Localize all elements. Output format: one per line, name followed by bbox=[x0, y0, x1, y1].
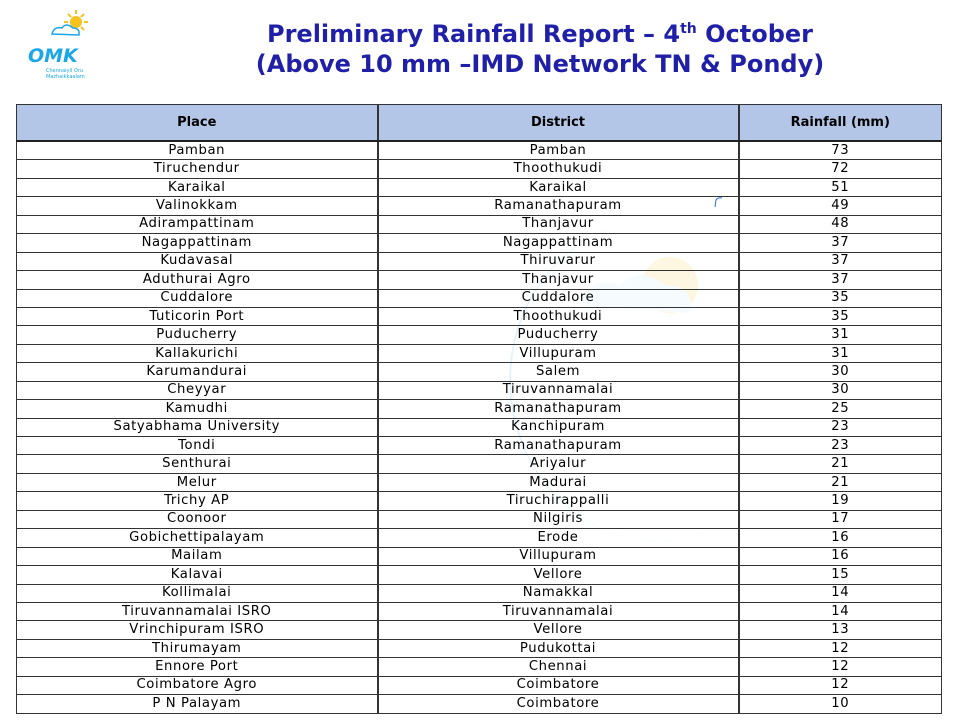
table-row bbox=[17, 178, 942, 196]
place-cell: Karaikal bbox=[17, 178, 378, 196]
header-rainfall: Rainfall (mm) bbox=[739, 105, 942, 142]
district-cell: Thiruvarur bbox=[378, 252, 739, 270]
place-cell: Puducherry bbox=[17, 326, 378, 344]
place-cell: Trichy AP bbox=[17, 492, 378, 510]
place-cell: Thirumayam bbox=[17, 639, 378, 657]
table-row bbox=[17, 695, 942, 713]
place-cell: Pamban bbox=[17, 141, 378, 160]
table-row bbox=[17, 529, 942, 547]
place-cell: Senthurai bbox=[17, 455, 378, 473]
rainfall-cell: 12 bbox=[739, 639, 942, 657]
district-cell: Ramanathapuram bbox=[378, 197, 739, 215]
table-row bbox=[17, 271, 942, 289]
table-row bbox=[17, 344, 942, 362]
logo-subtitle: Chennaiyil Oru bbox=[46, 68, 84, 74]
rainfall-cell: 35 bbox=[739, 307, 942, 325]
place-cell: Melur bbox=[17, 473, 378, 491]
rainfall-cell: 19 bbox=[739, 492, 942, 510]
rainfall-cell: 12 bbox=[739, 676, 942, 694]
place-cell: Vrinchipuram ISRO bbox=[17, 621, 378, 639]
table-row bbox=[17, 584, 942, 602]
place-cell: P N Palayam bbox=[17, 695, 378, 713]
table-row bbox=[17, 658, 942, 676]
district-cell: Nilgiris bbox=[378, 510, 739, 528]
rainfall-cell: 21 bbox=[739, 455, 942, 473]
place-cell: Tiruvannamalai ISRO bbox=[17, 602, 378, 620]
table-row bbox=[17, 141, 942, 160]
place-cell: Kollimalai bbox=[17, 584, 378, 602]
rainfall-cell: 30 bbox=[739, 363, 942, 381]
rainfall-cell: 37 bbox=[739, 234, 942, 252]
district-cell: Tiruchirappalli bbox=[378, 492, 739, 510]
district-cell: Namakkal bbox=[378, 584, 739, 602]
rainfall-cell: 23 bbox=[739, 418, 942, 436]
place-cell: Kudavasal bbox=[17, 252, 378, 270]
rainfall-cell: 72 bbox=[739, 160, 942, 178]
place-cell: Cheyyar bbox=[17, 381, 378, 399]
table-row bbox=[17, 621, 942, 639]
header-district: District bbox=[378, 105, 739, 142]
table-row bbox=[17, 197, 942, 215]
omk-logo bbox=[8, 8, 94, 88]
logo-text: OMK bbox=[28, 45, 78, 67]
district-cell: Pudukottai bbox=[378, 639, 739, 657]
table-row bbox=[17, 547, 942, 565]
district-cell: Coimbatore bbox=[378, 695, 739, 713]
place-cell: Aduthurai Agro bbox=[17, 271, 378, 289]
rainfall-cell: 17 bbox=[739, 510, 942, 528]
place-cell: Tondi bbox=[17, 437, 378, 455]
district-cell: Vellore bbox=[378, 566, 739, 584]
place-cell: Satyabhama University bbox=[17, 418, 378, 436]
table-row bbox=[17, 363, 942, 381]
district-cell: Thoothukudi bbox=[378, 160, 739, 178]
table-row bbox=[17, 326, 942, 344]
place-cell: Ennore Port bbox=[17, 658, 378, 676]
place-cell: Cuddalore bbox=[17, 289, 378, 307]
district-cell: Salem bbox=[378, 363, 739, 381]
table-row bbox=[17, 307, 942, 325]
district-cell: Ariyalur bbox=[378, 455, 739, 473]
table-row bbox=[17, 160, 942, 178]
rainfall-table bbox=[16, 104, 942, 714]
table-row bbox=[17, 566, 942, 584]
district-cell: Nagappattinam bbox=[378, 234, 739, 252]
table-row bbox=[17, 418, 942, 436]
rainfall-cell: 14 bbox=[739, 584, 942, 602]
district-cell: Villupuram bbox=[378, 344, 739, 362]
table-row bbox=[17, 455, 942, 473]
district-cell: Madurai bbox=[378, 473, 739, 491]
rainfall-cell: 13 bbox=[739, 621, 942, 639]
table-row bbox=[17, 473, 942, 491]
rainfall-cell: 23 bbox=[739, 437, 942, 455]
place-cell: Gobichettipalayam bbox=[17, 529, 378, 547]
place-cell: Valinokkam bbox=[17, 197, 378, 215]
table-header-row bbox=[17, 105, 942, 142]
table-row bbox=[17, 437, 942, 455]
place-cell: Kamudhi bbox=[17, 400, 378, 418]
table-row bbox=[17, 252, 942, 270]
district-cell: Tiruvannamalai bbox=[378, 602, 739, 620]
district-cell: Tiruvannamalai bbox=[378, 381, 739, 399]
rainfall-cell: 16 bbox=[739, 547, 942, 565]
district-cell: Erode bbox=[378, 529, 739, 547]
rainfall-cell: 12 bbox=[739, 658, 942, 676]
district-cell: Puducherry bbox=[378, 326, 739, 344]
place-cell: Tiruchendur bbox=[17, 160, 378, 178]
rainfall-cell: 49 bbox=[739, 197, 942, 215]
place-cell: Adirampattinam bbox=[17, 215, 378, 233]
table-row bbox=[17, 492, 942, 510]
rainfall-cell: 30 bbox=[739, 381, 942, 399]
table-row bbox=[17, 639, 942, 657]
district-cell: Vellore bbox=[378, 621, 739, 639]
district-cell: Cuddalore bbox=[378, 289, 739, 307]
district-cell: Kanchipuram bbox=[378, 418, 739, 436]
rainfall-cell: 14 bbox=[739, 602, 942, 620]
table-row bbox=[17, 602, 942, 620]
rainfall-cell: 51 bbox=[739, 178, 942, 196]
table-row bbox=[17, 234, 942, 252]
rainfall-cell: 37 bbox=[739, 271, 942, 289]
report-subtitle: (Above 10 mm –IMD Network TN & Pondy) bbox=[255, 50, 825, 78]
place-cell: Mailam bbox=[17, 547, 378, 565]
table-row bbox=[17, 215, 942, 233]
place-cell: Karumandurai bbox=[17, 363, 378, 381]
header-place: Place bbox=[17, 105, 378, 142]
rainfall-cell: 21 bbox=[739, 473, 942, 491]
district-cell: Thanjavur bbox=[378, 271, 739, 289]
rainfall-cell: 31 bbox=[739, 326, 942, 344]
place-cell: Tuticorin Port bbox=[17, 307, 378, 325]
district-cell: Chennai bbox=[378, 658, 739, 676]
rainfall-cell: 10 bbox=[739, 695, 942, 713]
rainfall-cell: 31 bbox=[739, 344, 942, 362]
district-cell: Karaikal bbox=[378, 178, 739, 196]
rainfall-cell: 35 bbox=[739, 289, 942, 307]
district-cell: Ramanathapuram bbox=[378, 400, 739, 418]
district-cell: Ramanathapuram bbox=[378, 437, 739, 455]
table-row bbox=[17, 676, 942, 694]
place-cell: Coimbatore Agro bbox=[17, 676, 378, 694]
place-cell: Kalavai bbox=[17, 566, 378, 584]
place-cell: Coonoor bbox=[17, 510, 378, 528]
place-cell: Nagappattinam bbox=[17, 234, 378, 252]
rainfall-cell: 37 bbox=[739, 252, 942, 270]
table-row bbox=[17, 400, 942, 418]
logo-subtitle-2: Mazhaikkaalam bbox=[46, 74, 85, 80]
place-cell: Kallakurichi bbox=[17, 344, 378, 362]
district-cell: Thoothukudi bbox=[378, 307, 739, 325]
district-cell: Coimbatore bbox=[378, 676, 739, 694]
rainfall-cell: 16 bbox=[739, 529, 942, 547]
rainfall-cell: 73 bbox=[739, 141, 942, 160]
report-title: Preliminary Rainfall Report – 4th October bbox=[266, 20, 813, 48]
table-row bbox=[17, 510, 942, 528]
table-row bbox=[17, 289, 942, 307]
district-cell: Villupuram bbox=[378, 547, 739, 565]
district-cell: Pamban bbox=[378, 141, 739, 160]
rainfall-cell: 15 bbox=[739, 566, 942, 584]
rainfall-cell: 48 bbox=[739, 215, 942, 233]
stray-mark bbox=[712, 196, 724, 208]
rainfall-cell: 25 bbox=[739, 400, 942, 418]
table-row bbox=[17, 381, 942, 399]
district-cell: Thanjavur bbox=[378, 215, 739, 233]
